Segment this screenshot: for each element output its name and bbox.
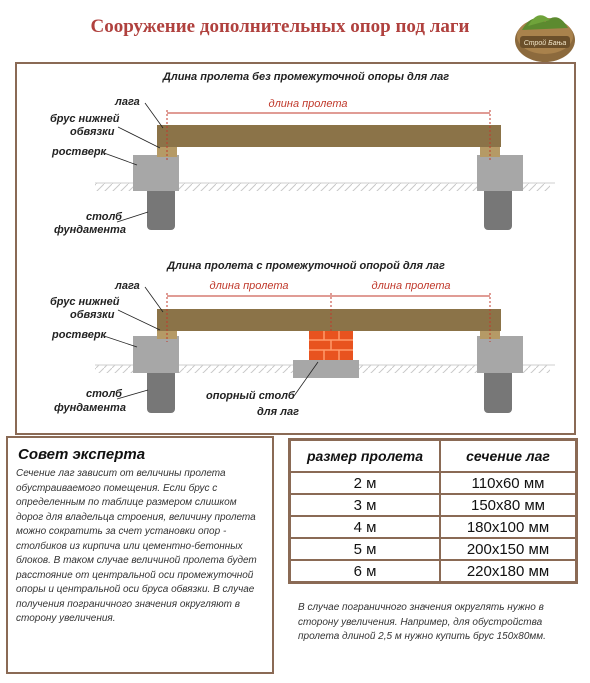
rostverk-right [477,155,523,191]
cell-section: 200х150 мм [440,538,577,560]
cell-section: 110х60 мм [440,472,577,494]
label-lag: лага [115,280,140,292]
span-section-table [288,438,578,584]
table-header-row [290,440,577,473]
table-row [290,494,577,516]
advice-text: Сечение лаг зависит от величины пролета обустраиваемого помещения. Если брус с определенным по таблице размером слишком дорог для владельца строения, величину пролета можно сократить за счет установки опор - столбиков из кирпича или цементно-бетонных блоков. В таком случае величиной пролета будет расстояние от центральной оси промежуточной опоры и центральной оси бруса обвязки. В случае получения пограничного значения округляют в сторону увеличения. [16,468,257,624]
diagram-with-support [50,260,555,418]
label-support-2: для лаг [257,406,300,418]
label-rostverk: ростверк [52,146,107,158]
label-rostverk: ростверк [52,329,107,341]
label-brus-1: брус нижней [50,296,120,308]
rostverk-left [133,336,179,373]
header-lag-section: сечение лаг [440,440,577,473]
span-label: длина пролета [268,98,348,110]
table-row [290,560,577,583]
label-brus-2: обвязки [70,126,115,138]
lag-beam [157,309,501,331]
lag-beam [157,125,501,147]
table-row [290,472,577,494]
label-brus-2: обвязки [70,309,115,321]
span-label-right: длина пролета [371,280,451,292]
rounding-note: В случае пограничного значения округлять нужно в сторону увеличения. Например, для обустройства пролета длиной 2,5 м нужно купить брус 150х80мм. [298,602,546,642]
cell-section: 150х80 мм [440,494,577,516]
svg-text:Строй Бања: Строй Бања [523,40,567,47]
expert-advice-box [6,436,274,674]
cell-span: 4 м [290,516,441,538]
label-pillar-2: фундамента [54,402,126,414]
page-title: Сооружение дополнительных опор под лаги [90,16,470,37]
label-brus-1: брус нижней [50,113,120,125]
cell-section: 180х100 мм [440,516,577,538]
table-row [290,538,577,560]
advice-heading: Совет эксперта [18,446,146,463]
support-base [293,360,359,378]
label-lag: лага [115,96,140,108]
brick-support-pillar [309,330,353,360]
label-pillar-2: фундамента [54,224,126,236]
cell-span: 5 м [290,538,441,560]
label-support-1: опорный столб [206,390,295,402]
cell-section: 220х180 мм [440,560,577,583]
header-span-size: размер пролета [290,440,441,473]
diagram2-caption: Длина пролета с промежуточной опорой для лаг [167,260,445,272]
cell-span: 3 м [290,494,441,516]
span-label-left: длина пролета [209,280,289,292]
cell-span: 2 м [290,472,441,494]
cell-span: 6 м [290,560,441,583]
label-pillar-1: столб [86,388,122,400]
label-pillar-1: столб [86,211,122,223]
table-row [290,516,577,538]
rostverk-left [133,155,179,191]
diagram1-caption: Длина пролета без промежуточной опоры для лаг [162,71,450,83]
diagram-no-support [50,71,555,236]
rostverk-right [477,336,523,373]
